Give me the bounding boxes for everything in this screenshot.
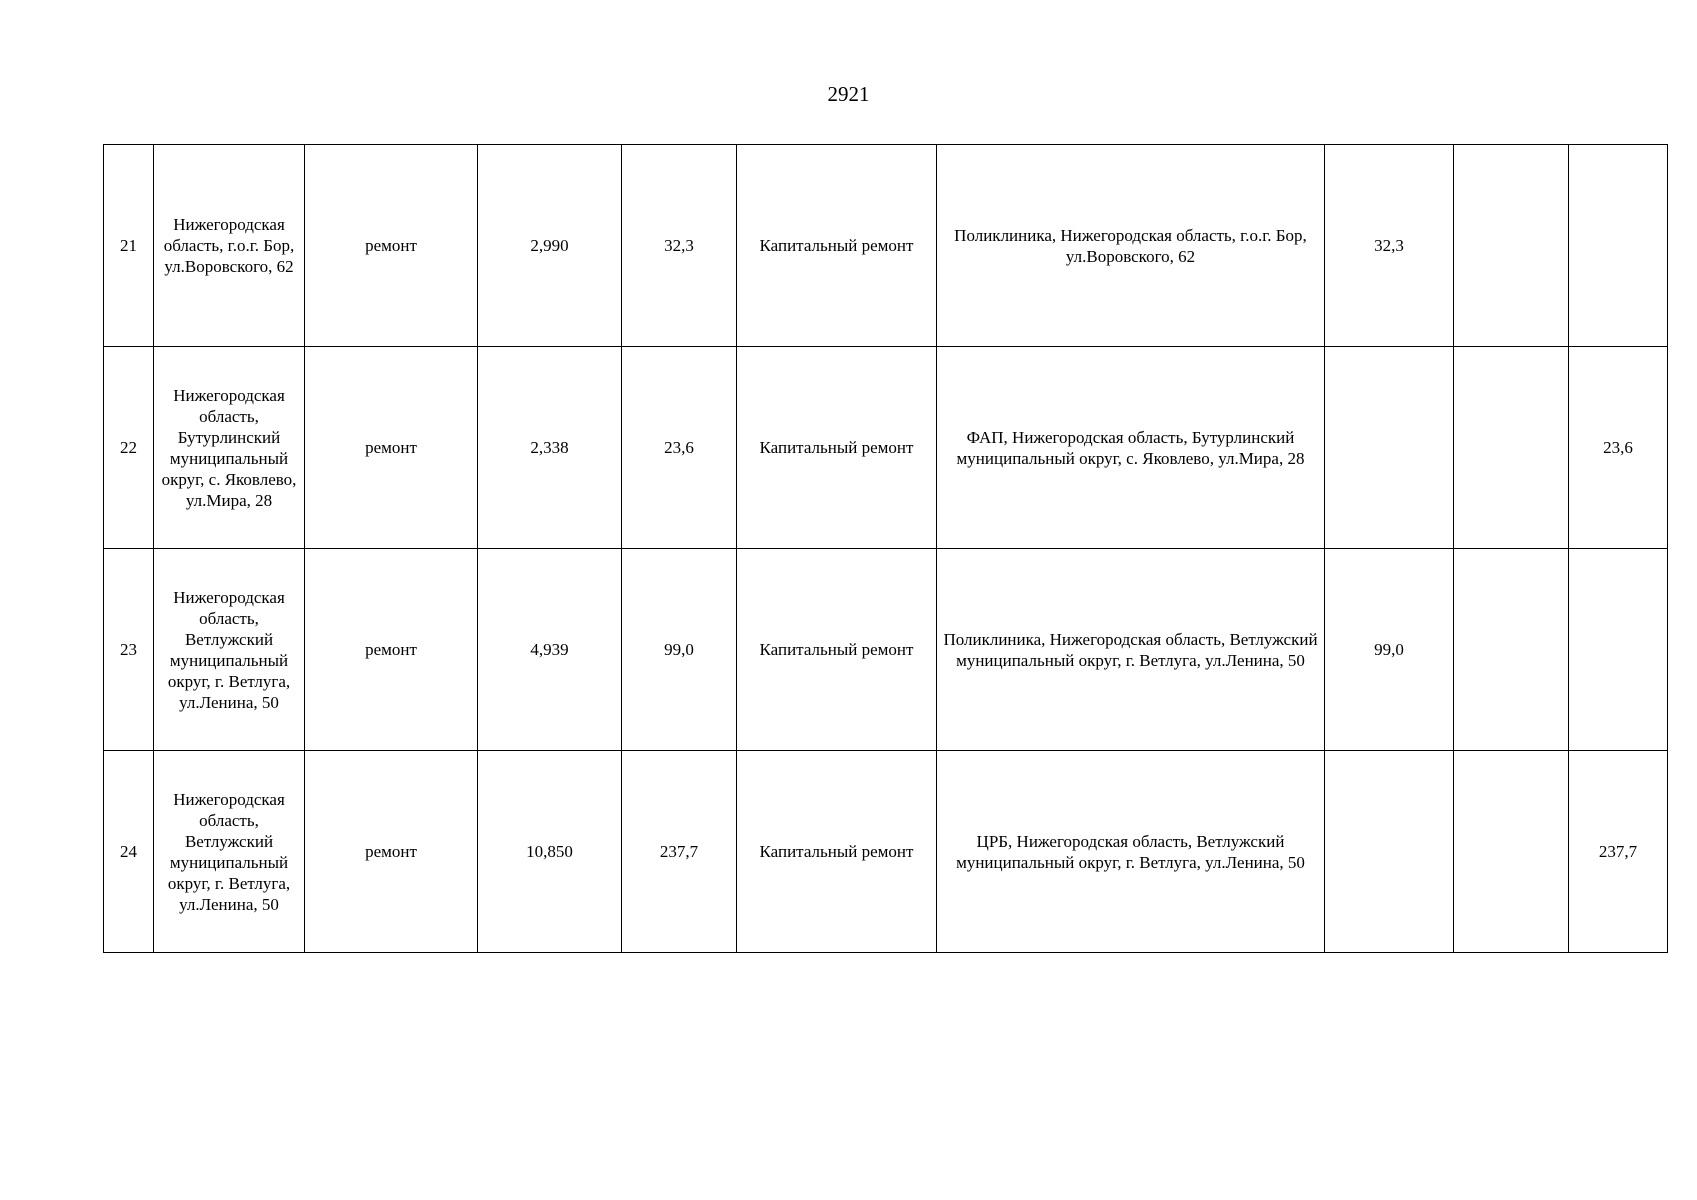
work-type-cell: Капитальный ремонт [737, 347, 937, 549]
table-row [104, 549, 1668, 751]
work-type-cell: Капитальный ремонт [737, 145, 937, 347]
value-cell-8: 32,3 [1325, 145, 1454, 347]
work-cell: ремонт [305, 549, 478, 751]
area-cell: 32,3 [622, 145, 737, 347]
value-cell-8: 99,0 [1325, 549, 1454, 751]
amount-cell: 10,850 [478, 751, 622, 953]
value-cell-10: 237,7 [1569, 751, 1668, 953]
address-cell: Нижегородская область, Ветлужский муниципальный округ, г. Ветлуга, ул.Ленина, 50 [154, 751, 305, 953]
value-cell-10 [1569, 549, 1668, 751]
amount-cell: 4,939 [478, 549, 622, 751]
row-number: 22 [104, 347, 154, 549]
work-type-cell: Капитальный ремонт [737, 751, 937, 953]
table-row [104, 145, 1668, 347]
object-cell: Поликлиника, Нижегородская область, г.о.г. Бор, ул.Воровского, 62 [937, 145, 1325, 347]
value-cell-9 [1454, 347, 1569, 549]
work-cell: ремонт [305, 145, 478, 347]
area-cell: 237,7 [622, 751, 737, 953]
row-number: 23 [104, 549, 154, 751]
page-number: 2921 [827, 82, 870, 106]
address-cell: Нижегородская область, г.о.г. Бор, ул.Воровского, 62 [154, 145, 305, 347]
work-cell: ремонт [305, 347, 478, 549]
table-row [104, 347, 1668, 549]
table-row [104, 751, 1668, 953]
value-cell-8 [1325, 347, 1454, 549]
object-cell: ЦРБ, Нижегородская область, Ветлужский муниципальный округ, г. Ветлуга, ул.Ленина, 50 [937, 751, 1325, 953]
value-cell-9 [1454, 145, 1569, 347]
area-cell: 23,6 [622, 347, 737, 549]
value-cell-9 [1454, 549, 1569, 751]
row-number: 24 [104, 751, 154, 953]
work-cell: ремонт [305, 751, 478, 953]
row-number: 21 [104, 145, 154, 347]
address-cell: Нижегородская область, Бутурлинский муниципальный округ, с. Яковлево, ул.Мира, 28 [154, 347, 305, 549]
amount-cell: 2,338 [478, 347, 622, 549]
amount-cell: 2,990 [478, 145, 622, 347]
object-cell: Поликлиника, Нижегородская область, Ветлужский муниципальный округ, г. Ветлуга, ул.Ленина, 50 [937, 549, 1325, 751]
object-cell: ФАП, Нижегородская область, Бутурлинский муниципальный округ, с. Яковлево, ул.Мира, 28 [937, 347, 1325, 549]
address-cell: Нижегородская область, Ветлужский муниципальный округ, г. Ветлуга, ул.Ленина, 50 [154, 549, 305, 751]
value-cell-10: 23,6 [1569, 347, 1668, 549]
value-cell-8 [1325, 751, 1454, 953]
value-cell-9 [1454, 751, 1569, 953]
value-cell-10 [1569, 145, 1668, 347]
repair-table [103, 144, 1668, 953]
work-type-cell: Капитальный ремонт [737, 549, 937, 751]
area-cell: 99,0 [622, 549, 737, 751]
